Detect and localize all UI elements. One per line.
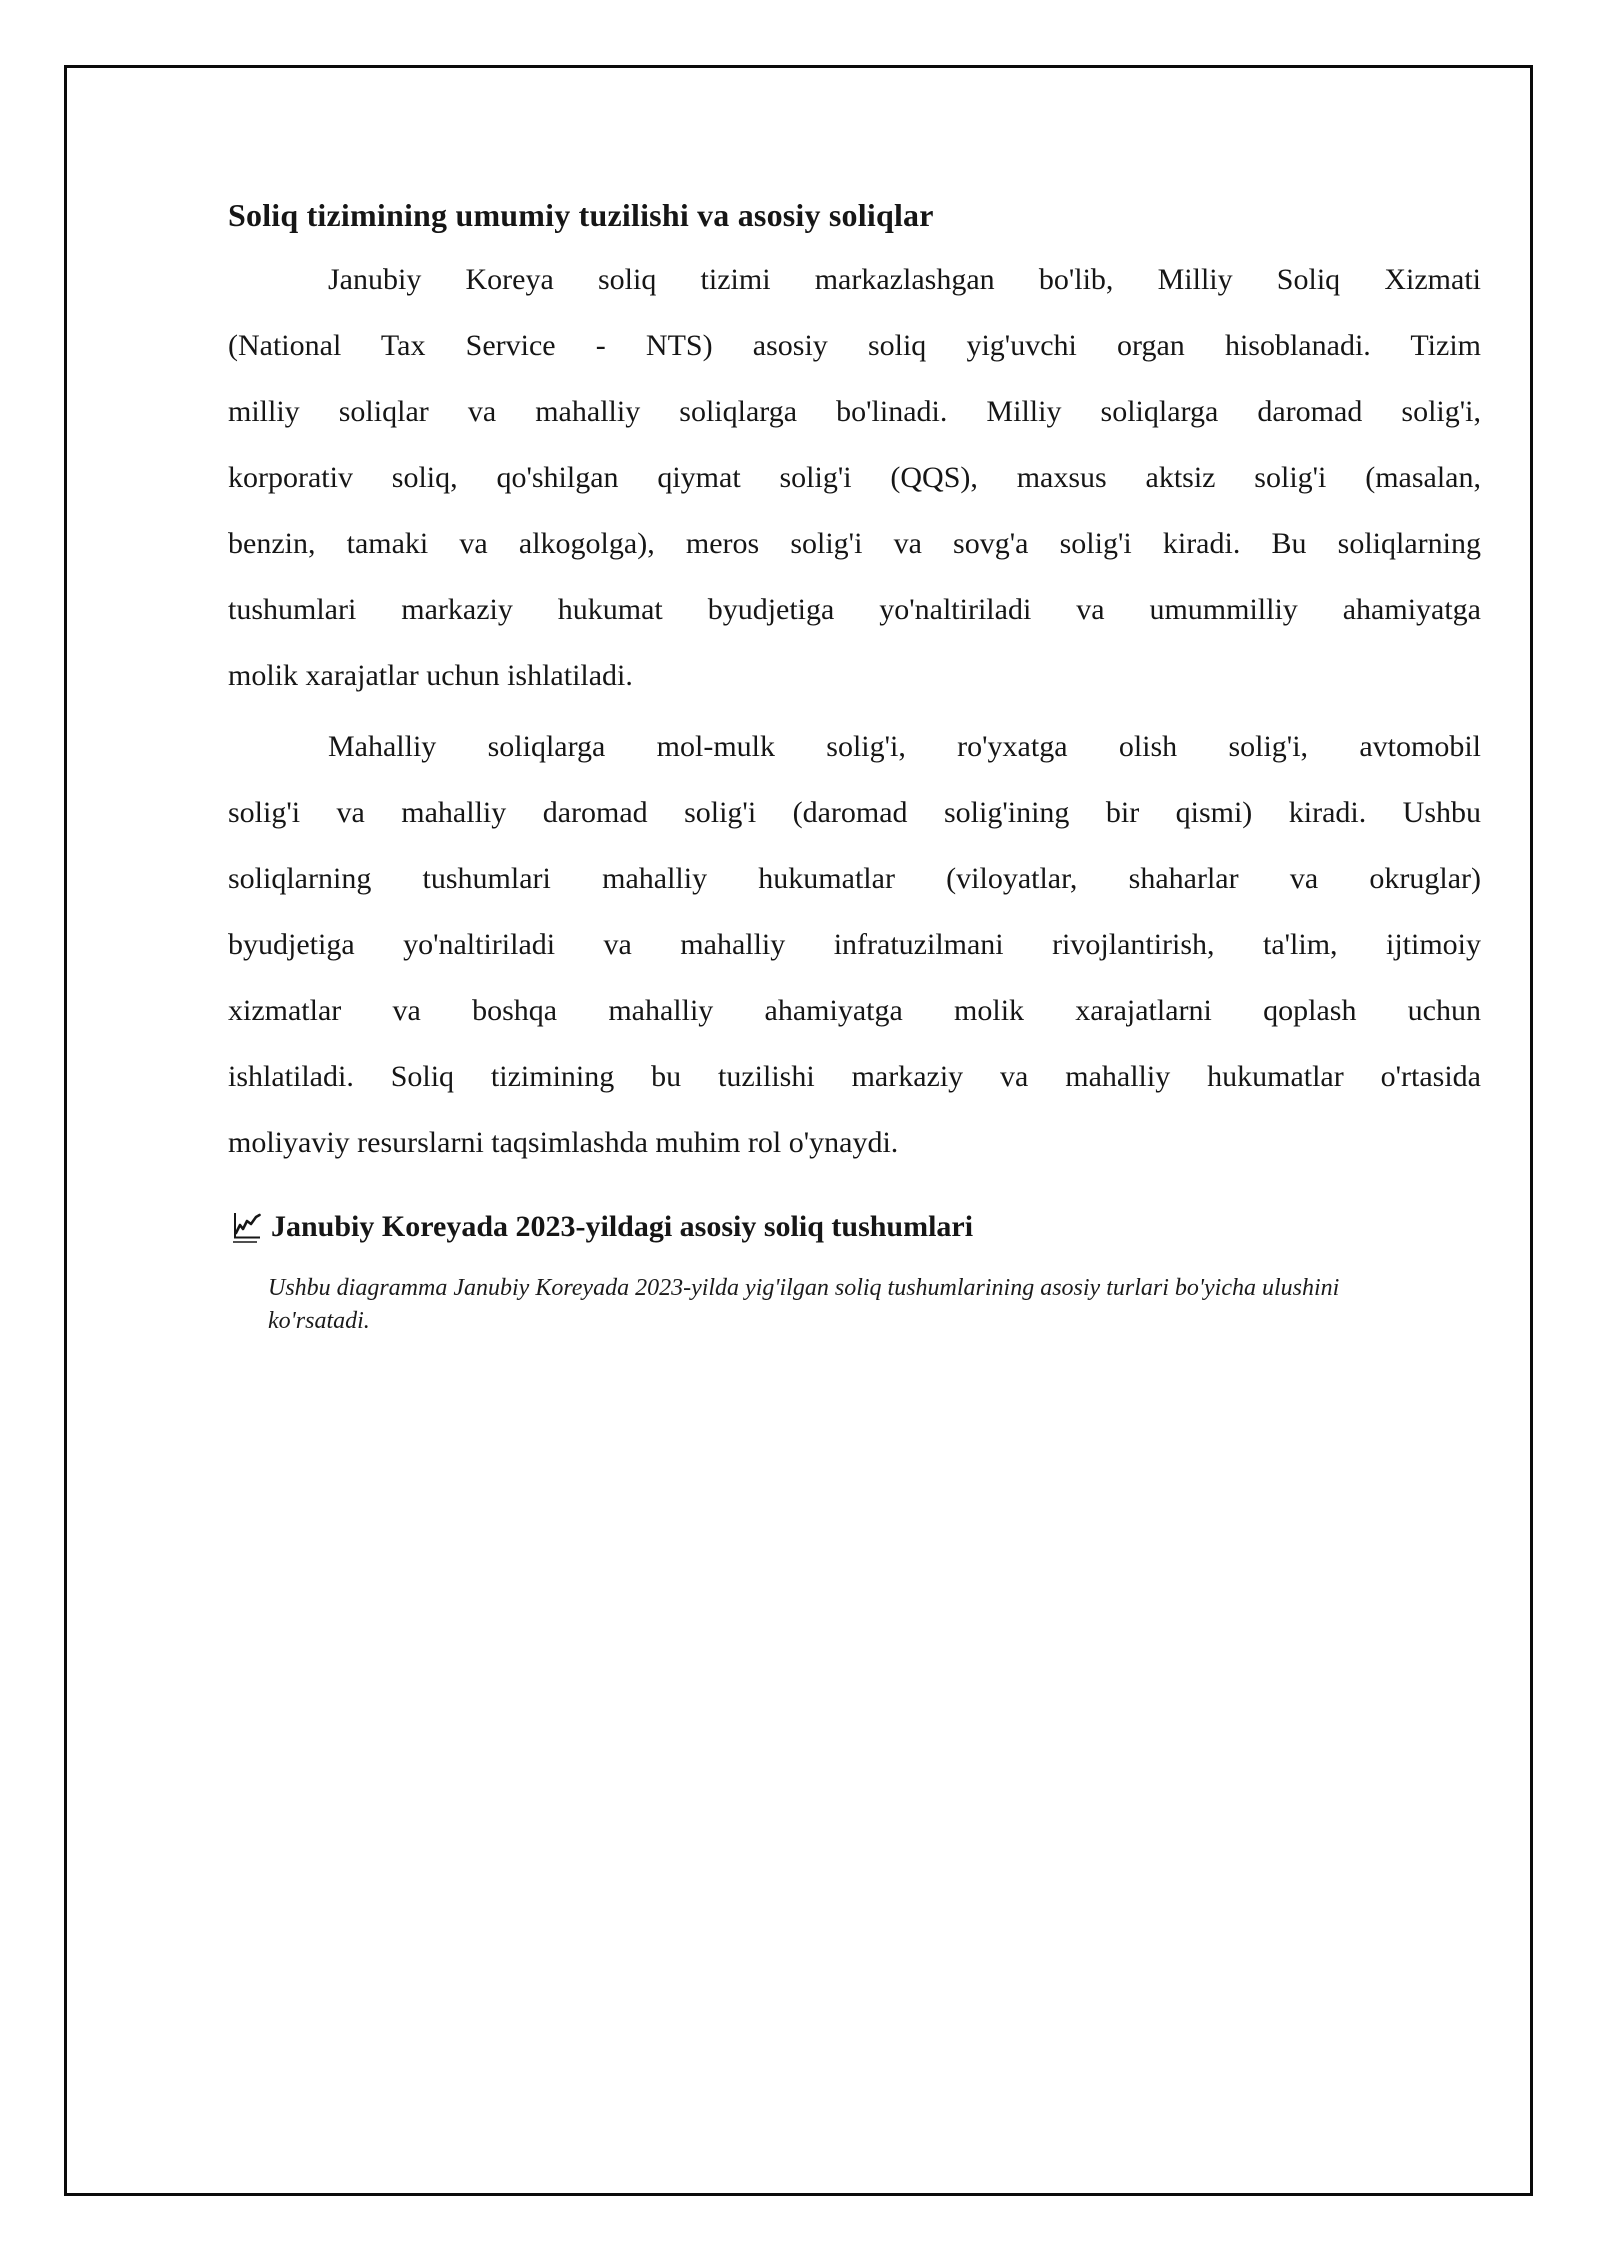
document-title: Soliq tizimining umumiy tuzilishi va asosiy soliqlar <box>228 197 934 234</box>
paragraph-line: Mahalliy soliqlarga mol-mulk solig'i, ro'yxatga olish solig'i, avtomobil <box>328 730 1481 763</box>
paragraph-line: milliy soliqlar va mahalliy soliqlarga bo'linadi. Milliy soliqlarga daromad solig'i, <box>228 395 1481 428</box>
paragraph-line: molik xarajatlar uchun ishlatiladi. <box>228 659 633 692</box>
paragraph-line: benzin, tamaki va alkogolga), meros solig'i va sovg'a solig'i kiradi. Bu soliqlarning <box>228 527 1481 560</box>
paragraph-line: soliqlarning tushumlari mahalliy hukumatlar (viloyatlar, shaharlar va okruglar) <box>228 862 1481 895</box>
paragraph-line: korporativ soliq, qo'shilgan qiymat solig'i (QQS), maxsus aktsiz solig'i (masalan, <box>228 461 1481 494</box>
paragraph-national-taxes <box>228 247 1481 709</box>
paragraph-line: (National Tax Service - NTS) asosiy soliq yig'uvchi organ hisoblanadi. Tizim <box>228 329 1481 362</box>
chart-caption-line: ko'rsatadi. <box>268 1308 370 1334</box>
line-chart-icon <box>228 1208 262 1246</box>
paragraph-line: solig'i va mahalliy daromad solig'i (daromad solig'ining bir qismi) kiradi. Ushbu <box>228 796 1481 829</box>
chart-caption-line: Ushbu diagramma Janubiy Koreyada 2023-yilda yig'ilgan soliq tushumlarining asosiy turlari bo'yicha ulushini <box>268 1275 1340 1301</box>
paragraph-line: xizmatlar va boshqa mahalliy ahamiyatga molik xarajatlarni qoplash uchun <box>228 994 1481 1027</box>
chart-caption <box>268 1272 1478 1338</box>
paragraph-line: tushumlari markaziy hukumat byudjetiga yo'naltiriladi va umummilliy ahamiyatga <box>228 593 1481 626</box>
chart-heading-label: Janubiy Koreyada 2023-yildagi asosiy soliq tushumlari <box>271 1210 974 1243</box>
paragraph-local-taxes <box>228 714 1481 1176</box>
chart-section-heading <box>228 1208 973 1246</box>
paragraph-line: moliyaviy resurslarni taqsimlashda muhim rol o'ynaydi. <box>228 1126 899 1159</box>
paragraph-line: byudjetiga yo'naltiriladi va mahalliy infratuzilmani rivojlantirish, ta'lim, ijtimoiy <box>228 928 1481 961</box>
paragraph-line: ishlatiladi. Soliq tizimining bu tuzilishi markaziy va mahalliy hukumatlar o'rtasida <box>228 1060 1481 1093</box>
paragraph-line: Janubiy Koreya soliq tizimi markazlashgan bo'lib, Milliy Soliq Xizmati <box>328 263 1481 296</box>
